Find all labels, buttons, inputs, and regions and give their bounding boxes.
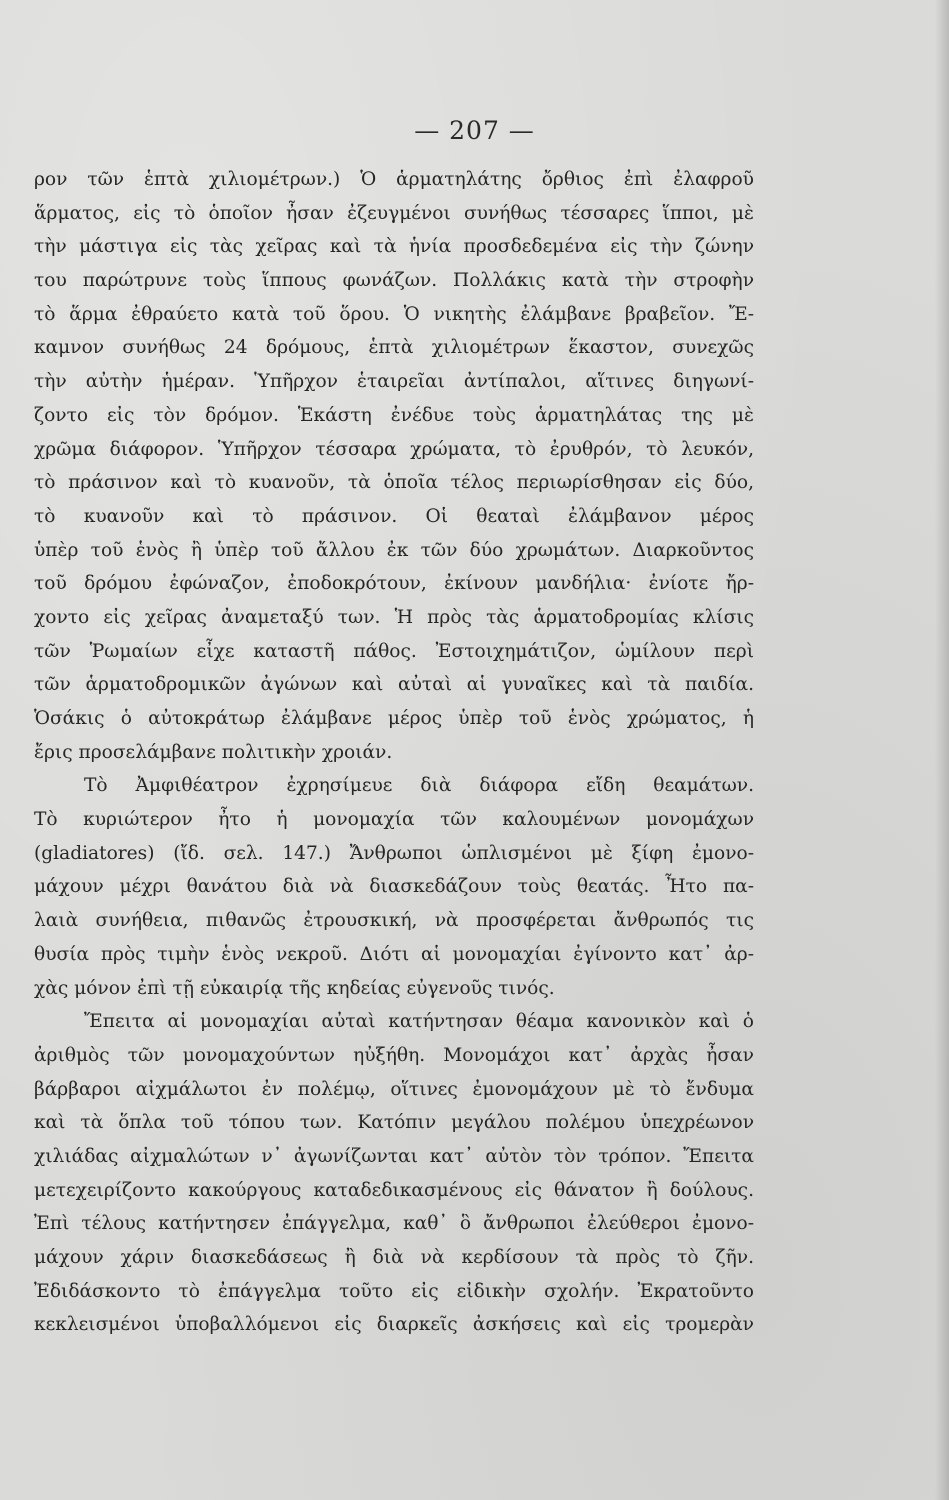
text-line: λαιὰ συνήθεια, πιθανῶς ἐτρουσκική, νὰ προσφέρεται ἄνθρωπός τις [34,910,754,932]
text-line: τὸ πράσινον καὶ τὸ κυανοῦν, τὰ ὁποῖα τέλος περιωρίσθησαν εἰς δύο, [34,472,754,494]
text-line: τῶν Ῥωμαίων εἶχε καταστῆ πάθος. Ἐστοιχημάτιζον, ὡμίλουν περὶ [34,640,754,662]
body-text [34,163,754,1342]
text-line: ζοντο εἰς τὸν δρόμον. Ἑκάστη ἐνέδυε τοὺς ἁρματηλάτας της μὲ [34,404,754,426]
text-line: τῶν ἁρματοδρομικῶν ἀγώνων καὶ αὐταὶ αἱ γυναῖκες καὶ τὰ παιδία. [34,674,754,696]
text-line: Ἐδιδάσκοντο τὸ ἐπάγγελμα τοῦτο εἰς εἰδικὴν σχολήν. Ἐκρατοῦντο [34,1280,754,1302]
text-line: Τὸ Ἀμφιθέατρον ἐχρησίμευε διὰ διάφορα εἴδη θεαμάτων. [84,775,754,797]
text-line: τὸ κυανοῦν καὶ τὸ πράσινον. Οἱ θεαταὶ ἐλάμβανον μέρος [34,505,754,527]
text-line: θυσία πρὸς τιμὴν ἑνὸς νεκροῦ. Διότι αἱ μονομαχίαι ἐγίνοντο κατ᾽ ἀρ- [34,943,754,965]
text-line: καὶ τὰ ὅπλα τοῦ τόπου των. Κατόπιν μεγάλου πολέμου ὑπεχρέωνον [34,1112,754,1134]
text-line: καμνον συνήθως 24 δρόμους, ἑπτὰ χιλιομέτρων ἕκαστον, συνεχῶς [34,337,754,359]
text-line: χιλιάδας αἰχμαλώτων ν᾽ ἀγωνίζωνται κατ᾽ αὐτὸν τὸν τρόπον. Ἔπειτα [34,1145,754,1167]
text-line: ἀριθμὸς τῶν μονομαχούντων ηὐξήθη. Μονομάχοι κατ᾽ ἀρχὰς ἦσαν [34,1044,754,1066]
text-line: του παρώτρυνε τοὺς ἵππους φωνάζων. Πολλάκις κατὰ τὴν στροφὴν [34,270,754,292]
text-line: χοντο εἰς χεῖρας ἀναμεταξύ των. Ἡ πρὸς τὰς ἁρματοδρομίας κλίσις [34,606,754,628]
text-line: βάρβαροι αἰχμάλωτοι ἐν πολέμῳ, οἵτινες ἐμονομάχουν μὲ τὸ ἔνδυμα [34,1078,754,1100]
text-line: Ἔπειτα αἱ μονομαχίαι αὐταὶ κατήντησαν θέαμα κανονικὸν καὶ ὁ [84,1011,754,1033]
text-line: Ἐπὶ τέλους κατήντησεν ἐπάγγελμα, καθ᾽ ὃ ἄνθρωποι ἐλεύθεροι ἐμονο- [34,1213,754,1235]
text-line: τὴν μάστιγα εἰς τὰς χεῖρας καὶ τὰ ἡνία προσδεδεμένα εἰς τὴν ζώνην [34,236,754,258]
text-line: τὴν αὐτὴν ἡμέραν. Ὑπῆρχον ἑταιρεῖαι ἀντίπαλοι, αἵτινες διηγωνί- [34,371,754,393]
page-number: — 207 — [414,116,535,145]
page-edge-shadow [935,0,949,1500]
text-line: ἔρις προσελάμβανε πολιτικὴν χροιάν. [34,741,393,763]
text-line: μετεχειρίζοντο κακούργους καταδεδικασμένους εἰς θάνατον ἢ δούλους. [34,1179,754,1201]
text-line: Τὸ κυριώτερον ἦτο ἡ μονομαχία τῶν καλουμένων μονομάχων [34,809,754,831]
text-line: μάχουν χάριν διασκεδάσεως ἢ διὰ νὰ κερδίσουν τὰ πρὸς τὸ ζῆν. [34,1247,754,1268]
text-line: μάχουν μέχρι θανάτου διὰ νὰ διασκεδάζουν τοὺς θεατάς. Ἦτο πα- [34,876,754,898]
text-line: κεκλεισμένοι ὑποβαλλόμενοι εἰς διαρκεῖς ἀσκήσεις καὶ εἰς τρομερὰν [34,1314,754,1336]
text-line: χὰς μόνον ἐπὶ τῇ εὐκαιρίᾳ τῆς κηδείας εὐγενοῦς τινός. [34,977,555,999]
text-line: ρον τῶν ἑπτὰ χιλιομέτρων.) Ὁ ἁρματηλάτης ὄρθιος ἐπὶ ἐλαφροῦ [34,169,754,190]
text-line: χρῶμα διάφορον. Ὑπῆρχον τέσσαρα χρώματα, τὸ ἐρυθρόν, τὸ λευκόν, [34,438,754,460]
text-line: (gladiatores) (ἴδ. σελ. 147.) Ἄνθρωποι ὡπλισμένοι μὲ ξίφη ἐμονο- [34,842,754,864]
text-line: ἅρματος, εἰς τὸ ὁποῖον ἦσαν ἐζευγμένοι συνήθως τέσσαρες ἵπποι, μὲ [34,202,754,224]
text-line: ὑπὲρ τοῦ ἑνὸς ἢ ὑπὲρ τοῦ ἄλλου ἐκ τῶν δύο χρωμάτων. Διαρκοῦντος [34,539,754,561]
text-line: Ὁσάκις ὁ αὐτοκράτωρ ἐλάμβανε μέρος ὑπὲρ τοῦ ἑνὸς χρώματος, ἡ [34,708,754,729]
text-line: τοῦ δρόμου ἐφώναζον, ἐποδοκρότουν, ἐκίνουν μανδήλια· ἐνίοτε ἤρ- [34,573,754,595]
text-line: τὸ ἅρμα ἐθραύετο κατὰ τοῦ ὅρου. Ὁ νικητὴς ἐλάμβανε βραβεῖον. Ἔ- [34,303,754,325]
